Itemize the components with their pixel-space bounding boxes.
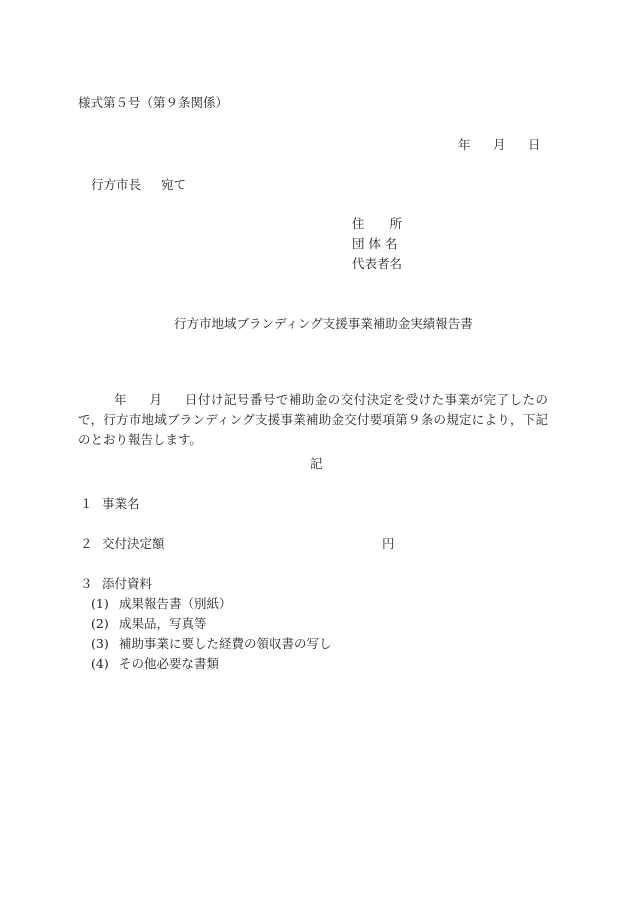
body-year: 年 [114,391,127,407]
yen-unit: 円 [382,536,395,551]
addressee-name: 行方市長 [91,177,142,192]
document-title: 行方市地域ブランディング支援事業補助金実績報告書 [174,316,473,331]
item-2-label: 交付決定額 [102,536,165,551]
attachment-text: 補助事業に要した経費の領収書の写し [119,636,332,651]
group-name-label: 団 体 名 [352,236,398,251]
attachment-number: (2) [91,616,109,631]
attachment-text: 成果品，写真等 [119,616,207,631]
form-label: 様式第５号（第９条関係） [78,95,229,110]
item-3-label: 添付資料 [102,576,153,591]
item-1-number: １ [80,496,93,511]
item-2-number: ２ [80,536,93,551]
attachment-text: その他必要な書類 [119,656,220,671]
ki-marker: 記 [310,456,323,471]
addressee-suffix: 宛て [161,177,187,192]
item-3-number: ３ [80,576,93,591]
date-day: 日 [528,137,541,152]
item-1-label: 事業名 [102,496,140,511]
body-text: 日付け記号番号で補助金の交付決定を受けた事業が完了したので，行方市地域ブランディング支援事業補助金交付要項第９条の規定により，下記のとおり報告します。 [78,391,548,447]
attachment-number: (1) [91,596,109,611]
attachment-number: (3) [91,636,109,651]
date-month: 月 [493,137,506,152]
attachment-number: (4) [91,656,109,671]
attachment-text: 成果報告書（別紙） [119,596,232,611]
address-label: 住 所 [352,216,403,231]
body-paragraph [78,390,548,450]
body-month: 月 [148,391,163,407]
representative-label: 代表者名 [352,256,403,271]
date-year: 年 [458,137,471,152]
